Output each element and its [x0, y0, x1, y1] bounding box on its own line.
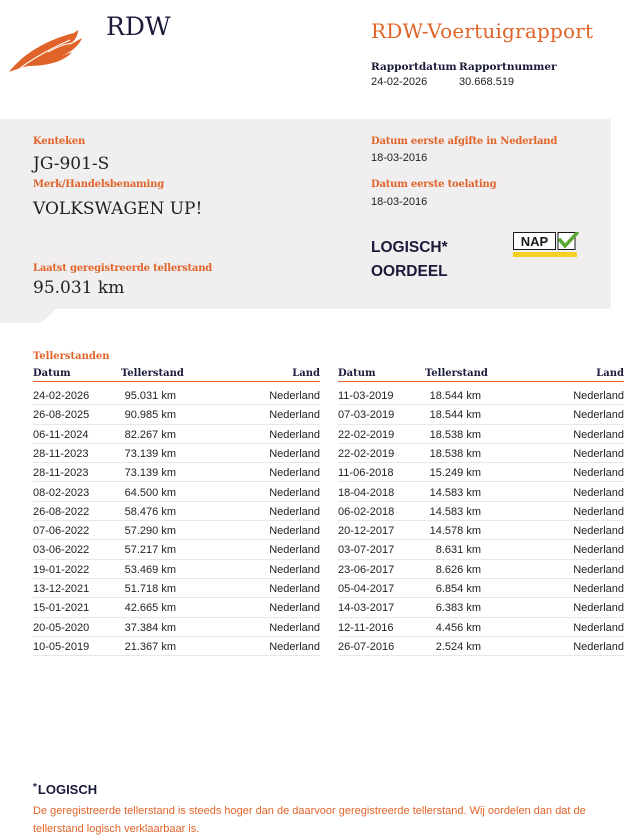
reading-odometer: 4.456 km — [435, 621, 481, 634]
reading-odometer: 18.544 km — [429, 390, 481, 402]
reading-date: 23-06-2017 — [338, 563, 395, 576]
reading-country: Nederland — [573, 505, 624, 518]
reading-date: 22-02-2019 — [338, 428, 395, 441]
table-row — [33, 540, 320, 559]
column-header-date: Datum — [338, 368, 376, 379]
table-row — [33, 386, 320, 405]
reading-odometer: 57.290 km — [124, 525, 176, 538]
header-divider — [338, 381, 624, 382]
table-row — [33, 483, 320, 502]
reading-country: Nederland — [573, 467, 624, 480]
reading-country: Nederland — [573, 447, 624, 460]
table-row — [338, 579, 624, 598]
verdict-line-1: LOGISCH* — [371, 239, 448, 256]
reading-date: 26-08-2022 — [33, 505, 90, 518]
last-odometer-value: 95.031 km — [33, 278, 125, 298]
table-row — [338, 521, 624, 540]
reading-country: Nederland — [269, 544, 320, 557]
table-row — [33, 444, 320, 463]
report-date-label: Rapportdatum — [371, 61, 457, 73]
reading-date: 07-06-2022 — [33, 525, 90, 538]
reading-country: Nederland — [573, 583, 624, 595]
reading-date: 12-11-2016 — [338, 621, 394, 634]
reading-country: Nederland — [573, 525, 624, 538]
reading-date: 26-08-2025 — [33, 409, 90, 422]
reading-date: 20-12-2017 — [338, 525, 395, 538]
reading-date: 18-04-2018 — [338, 486, 395, 499]
reading-date: 06-02-2018 — [338, 505, 395, 518]
reading-country: Nederland — [573, 428, 624, 441]
table-row — [338, 425, 624, 444]
reading-country: Nederland — [269, 525, 320, 538]
reading-odometer: 73.139 km — [124, 467, 176, 480]
reading-odometer: 18.544 km — [429, 409, 481, 422]
reading-date: 11-06-2018 — [338, 467, 394, 480]
last-odometer-label: Laatst geregistreerde tellerstand — [33, 263, 213, 274]
reading-date: 03-06-2022 — [33, 544, 90, 557]
column-header-country: Land — [292, 368, 320, 379]
reading-country: Nederland — [573, 640, 624, 653]
verdict — [371, 236, 448, 284]
reading-date: 07-03-2019 — [338, 409, 395, 422]
first-admission-label: Datum eerste toelating — [371, 179, 497, 190]
reading-date: 05-04-2017 — [338, 583, 395, 595]
reading-country: Nederland — [269, 505, 320, 518]
table-row — [33, 560, 320, 579]
first-nl-value: 18-03-2016 — [371, 152, 428, 164]
table-row — [338, 444, 624, 463]
table-row — [33, 425, 320, 444]
reading-country: Nederland — [269, 428, 320, 441]
reading-country: Nederland — [573, 621, 624, 634]
reading-odometer: 90.985 km — [124, 409, 176, 422]
reading-country: Nederland — [269, 467, 320, 480]
reading-odometer: 57.217 km — [124, 544, 176, 557]
reading-country: Nederland — [269, 621, 320, 634]
plate-value: JG-901-S — [33, 154, 110, 174]
reading-date: 14-03-2017 — [338, 602, 395, 615]
table-row — [33, 521, 320, 540]
table-row — [33, 463, 320, 482]
reading-odometer: 8.631 km — [435, 544, 481, 557]
table-row — [33, 579, 320, 598]
reading-odometer: 37.384 km — [124, 621, 176, 634]
reading-odometer: 18.538 km — [429, 428, 481, 441]
nap-text: NAP — [520, 234, 549, 249]
reading-odometer: 73.139 km — [124, 447, 176, 460]
column-header-odometer: Tellerstand — [121, 368, 184, 379]
reading-odometer: 15.249 km — [429, 467, 481, 480]
readings-section-title: Tellerstanden — [33, 351, 110, 362]
reading-date: 24-02-2026 — [33, 390, 90, 402]
reading-odometer: 21.367 km — [124, 640, 176, 653]
report-number: 30.668.519 — [459, 76, 515, 88]
header-divider — [33, 381, 320, 382]
footnote-heading — [33, 782, 97, 797]
column-header-date: Datum — [33, 368, 71, 379]
table-row — [338, 618, 624, 637]
first-admission-value: 18-03-2016 — [371, 196, 428, 208]
column-header-odometer: Tellerstand — [425, 368, 488, 379]
table-row — [33, 618, 320, 637]
footnote-heading-text: LOGISCH — [37, 782, 98, 797]
reading-country: Nederland — [269, 486, 320, 499]
table-row — [338, 560, 624, 579]
footnote-text: De geregistreerde tellerstand is steeds hoger dan de daarvoor geregistreerde tellerstand. Wij oordelen dan dat de tellerstand logisch verklaarbaar is. — [33, 805, 586, 835]
table-row — [338, 405, 624, 424]
reading-date: 11-03-2019 — [338, 390, 394, 402]
make-value: VOLKSWAGEN UP! — [33, 199, 203, 219]
reading-country: Nederland — [269, 409, 320, 422]
reading-date: 20-05-2020 — [33, 621, 90, 634]
reading-date: 26-07-2016 — [338, 640, 395, 653]
reading-country: Nederland — [573, 563, 624, 576]
reading-country: Nederland — [269, 583, 320, 595]
reading-date: 13-12-2021 — [33, 583, 90, 595]
reading-odometer: 51.718 km — [124, 583, 176, 595]
reading-country: Nederland — [573, 409, 624, 422]
reading-odometer: 95.031 km — [124, 390, 176, 402]
brand-name: RDW — [106, 12, 171, 41]
reading-odometer: 14.583 km — [429, 505, 481, 518]
table-row — [338, 483, 624, 502]
table-row — [33, 405, 320, 424]
nap-logo-icon — [513, 232, 579, 258]
reading-odometer: 14.578 km — [429, 525, 481, 538]
reading-odometer: 82.267 km — [124, 428, 176, 441]
reading-odometer: 18.538 km — [429, 447, 481, 460]
reading-odometer: 14.583 km — [429, 486, 481, 499]
reading-date: 19-01-2022 — [33, 563, 90, 576]
table-row — [33, 637, 320, 656]
reading-odometer: 53.469 km — [124, 563, 176, 576]
table-row — [33, 598, 320, 617]
rdw-logo-icon — [8, 26, 94, 74]
column-header-country: Land — [596, 368, 624, 379]
table-row — [338, 637, 624, 656]
reading-date: 28-11-2023 — [33, 447, 89, 460]
table-row — [338, 463, 624, 482]
report-number-label: Rapportnummer — [459, 61, 557, 73]
reading-date: 10-05-2019 — [33, 640, 90, 653]
reading-country: Nederland — [269, 390, 320, 402]
reading-country: Nederland — [269, 447, 320, 460]
table-row — [338, 502, 624, 521]
reading-date: 22-02-2019 — [338, 447, 395, 460]
report-date: 24-02-2026 — [371, 76, 428, 88]
table-row — [338, 598, 624, 617]
report-title: RDW-Voertuigrapport — [371, 19, 594, 43]
reading-odometer: 2.524 km — [435, 640, 481, 653]
plate-label: Kenteken — [33, 136, 86, 147]
reading-country: Nederland — [573, 390, 624, 402]
table-row — [338, 386, 624, 405]
reading-odometer: 6.854 km — [435, 583, 481, 595]
reading-odometer: 8.626 km — [435, 563, 481, 576]
reading-country: Nederland — [269, 602, 320, 615]
reading-country: Nederland — [573, 486, 624, 499]
reading-date: 15-01-2021 — [33, 602, 90, 615]
reading-country: Nederland — [573, 544, 624, 557]
verdict-line-2: OORDEEL — [371, 263, 448, 280]
table-row — [33, 502, 320, 521]
reading-odometer: 6.383 km — [435, 602, 481, 615]
reading-date: 08-02-2023 — [33, 486, 90, 499]
footnote-star: * — [33, 782, 37, 793]
reading-country: Nederland — [269, 563, 320, 576]
reading-country: Nederland — [269, 640, 320, 653]
reading-date: 03-07-2017 — [338, 544, 395, 557]
make-label: Merk/Handelsbenaming — [33, 179, 165, 190]
table-row — [338, 540, 624, 559]
reading-date: 06-11-2024 — [33, 428, 89, 441]
reading-odometer: 64.500 km — [124, 486, 176, 499]
reading-date: 28-11-2023 — [33, 467, 89, 480]
first-nl-label: Datum eerste afgifte in Nederland — [371, 136, 558, 147]
reading-odometer: 58.476 km — [124, 505, 176, 518]
reading-country: Nederland — [573, 602, 624, 615]
reading-odometer: 42.665 km — [124, 602, 176, 615]
